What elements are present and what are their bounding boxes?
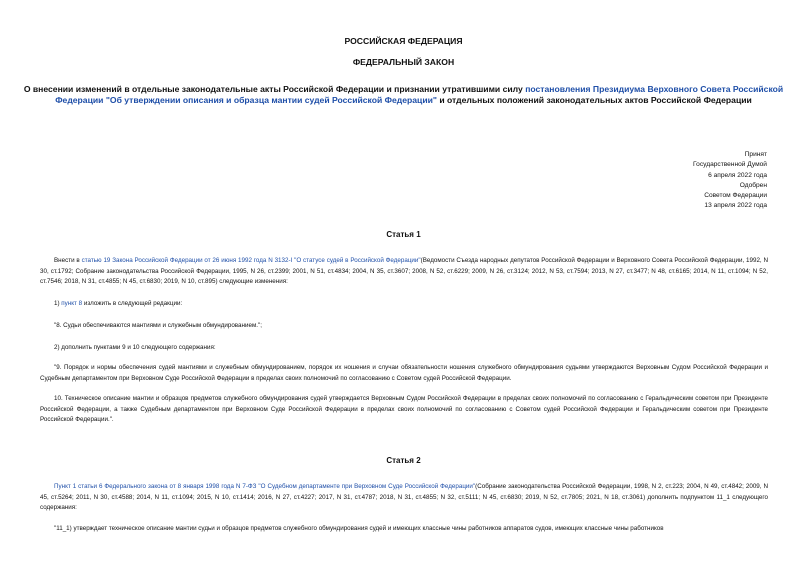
article-1-intro: Внести в статью 19 Закона Российской Федерации от 26 июня 1992 года N 3132-I "О статусе судей в Российской Федерации"(Ведомости Съезда народных депутатов Российской Федерации и Верховного Совета Российской Федерации, 1992, N 30, ст.1792; Собрание законодательства Российской Федерации, 1995, N 26, ст.2399; 2001, N 51, ст.4834; 2004, N 35, ст.3607; 2008, N 52, ст.6229; 2009, N 26, ст.3124; 2012, N 53, ст.7594; 2013, N 27, ст.3477; N 48, ст.6165; 2014, N 11, ст.1094; N 52, ст.7546; 2018, N 31, ст.4855; N 45, ст.6830; 2019, N 10, ст.895) следующие изменения:	[40, 257, 768, 286]
country-heading: РОССИЙСКАЯ ФЕДЕРАЦИЯ	[344, 36, 463, 46]
law-3132-link[interactable]: статью 19 Закона Российской Федерации от 26 июня 1992 года N 3132-I "О статусе судей в Российской Федерации"	[81, 257, 421, 264]
accepted-date: 6 апреля 2022 года	[708, 171, 767, 179]
law-title-prefix: О внесении изменений в отдельные законодательные акты Российской Федерации и признании утратившими силу	[23, 84, 526, 94]
decree-link[interactable]: постановления Президиума Верховного Совета Российской Федерации "Об утверждении описания и образца мантии судей Российской Федерации"	[55, 84, 784, 105]
accepted-by: Государственной Думой	[693, 161, 767, 169]
law-type-heading: ФЕДЕРАЛЬНЫЙ ЗАКОН	[352, 57, 455, 67]
law-title-suffix: и отдельных положений законодательных актов Российской Федерации	[436, 95, 752, 105]
article-2-heading: Статья 2	[386, 456, 421, 465]
law-title	[20, 84, 787, 106]
point-8-link[interactable]: пункт 8	[61, 300, 83, 307]
approved-label: Одобрен	[739, 181, 767, 189]
accepted-label: Принят	[744, 151, 767, 158]
approved-by: Советом Федерации	[704, 192, 767, 200]
article-1-point-10: 10. Техническое описание мантии и образцов предметов служебного обмундирования судей утверждается Верховным Судом Российской Федерации в пределах своих полномочий по согласованию с Геральдическим советом при Президенте Российской Федерации, а также Судебным департаментом при Верховном Суде Российской Федерации в пределах своих полномочий по согласованию с Советом судей Российской Федерации и Геральдическим советом при Президенте Российской Федерации.".	[40, 395, 768, 424]
article-1-item-1: 1) пункт 8 изложить в следующей редакции:	[54, 300, 183, 307]
article-2-subpoint-11-1: "11_1) утверждает техническое описание мантии судьи и образцов предметов служебного обмундирования судей и имеющих классные чины работников аппаратов судов, имеющих классные чины работников	[54, 525, 664, 532]
adoption-block	[693, 150, 767, 212]
article-1-heading: Статья 1	[386, 230, 421, 239]
article-1-point-8-text: "8. Судьи обеспечиваются мантиями и служебным обмундированием.";	[54, 322, 262, 329]
article-1-item-2: 2) дополнить пунктами 9 и 10 следующего содержания:	[54, 344, 216, 351]
law-7fz-link[interactable]: Пункт 1 статьи 6 Федерального закона от 8 января 1998 года N 7-ФЗ "О Судебном департаменте при Верховном Суде Российской Федерации"	[54, 483, 476, 490]
article-1-point-9: "9. Порядок и нормы обеспечения судей мантиями и служебным обмундированием, порядок их ношения и случаи обязательности ношения служебного обмундирования судьями утверждаются Верховным Судом Российской Федерации и Судебным департаментом при Верховном Суде Российской Федерации в пределах своих полномочий по согласованию с Советом судей Российской Федерации.	[40, 364, 768, 382]
approved-date: 13 апреля 2022 года	[704, 202, 767, 210]
article-2-intro: Пункт 1 статьи 6 Федерального закона от 8 января 1998 года N 7-ФЗ "О Судебном департаменте при Верховном Суде Российской Федерации"(Собрание законодательства Российской Федерации, 1998, N 2, ст.223; 2004, N 49, ст.4842; 2009, N 45, ст.5264; 2011, N 30, ст.4588; 2014, N 11, ст.1094; 2015, N 10, ст.1414; 2016, N 27, ст.4227; 2017, N 31, ст.4787; 2018, N 31, ст.4855; N 32, ст.5111; N 45, ст.6830; 2019, N 52, ст.7805; 2021, N 18, ст.3061) дополнить подпунктом 11_1 следующего содержания:	[40, 483, 768, 512]
